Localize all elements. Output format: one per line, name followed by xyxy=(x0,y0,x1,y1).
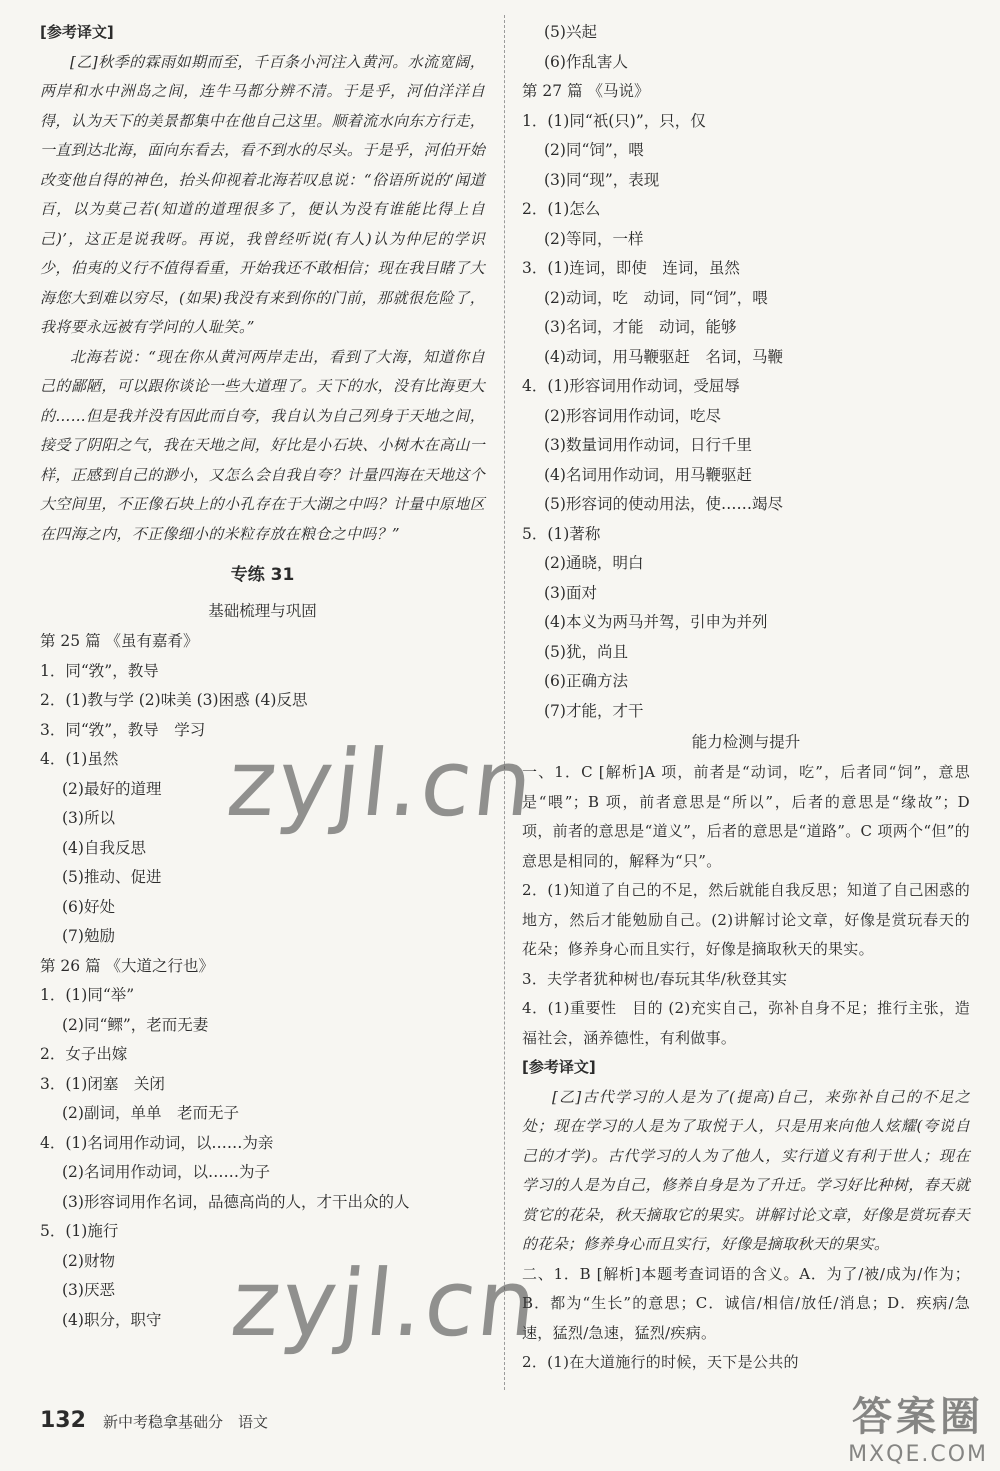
answer-line: (6)好处 xyxy=(62,897,115,916)
answer-line: 4．(1)名词用作动词，以……为亲 xyxy=(40,1133,274,1152)
answer-line: (4)本义为两马并驾，引申为并列 xyxy=(544,613,768,631)
answer-line: 2．(1)教与学 (2)味美 (3)困惑 (4)反思 xyxy=(40,691,308,709)
translation-paragraph-3: [乙]古代学习的人是为了(提高)自己，来弥补自己的不足之处；现在学习的人是为了取悦于人，只是用来向他人炫耀(夸说自己的才学)。古代学习的人为了他人，实行道义有利于世人；现在学习的人是为自己，修养自身是为了升迁。学习好比种树，春天就赏它的花朵，秋天摘取它的果实。讲解讨论文章，好像是赏玩春天的花朵；修养身心而且实行，好像是摘取秋天的果实。 xyxy=(522,1087,970,1253)
answer-block-5: 二、1．B [解析]本题考查词语的含义。A．为了/被/成为/作为；B．都为“生长”的意思；C．诚信/相信/放任/消息；D．疾病/急速，猛烈/急速，猛烈/疾病。 xyxy=(522,1264,970,1342)
answer-line: 1．(1)同“举” xyxy=(40,986,135,1004)
answer-line: (2)等同，一样 xyxy=(544,229,644,248)
translation-paragraph-2: 北海若说：“现在你从黄河两岸走出，看到了大海，知道你自己的鄙陋，可以跟你谈论一些大道理了。天下的水，没有比海更大的……但是我并没有因此而自夸，我自认为自己列身于天地之间，接受了阴阳之气，我在天地之间，好比是小石块、小树木在高山一样，正感到自己的渺小，又怎么会自我自夸？计量四海在天地这个大空间里，不正像石块上的小孔存在于大湖之中吗？计量中原地区在四海之内，不正像细小的米粒存放在粮仓之中吗？” xyxy=(40,347,485,543)
answer-line: (2)副词，单单 老而无子 xyxy=(62,1104,239,1122)
translation-paragraph-1: [乙]秋季的霖雨如期而至，千百条小河注入黄河。水流宽阔，两岸和水中洲岛之间，连牛马都分辨不清。于是乎，河伯洋洋自得，认为天下的美景都集中在他自己这里。顺着流水向东方行走，一直到达北海，面向东看去，看不到水的尽头。于是乎，河伯开始改变他自得的神色，抬头仰视着北海若叹息说：“俗语所说的‘闻道百，以为莫己若(知道的道理很多了，便认为没有谁能比得上自己)’，这正是说我呀。再说，我曾经听说(有人)认为仲尼的学识少，伯夷的义行不值得看重，开始我还不敢相信；现在我目睹了大海您大到难以穷尽，(如果)我没有来到你的门前，那就很危险了，我将要永远被有学问的人耻笑。” xyxy=(40,52,485,336)
answer-line: (4)名词用作动词，用马鞭驱赶 xyxy=(544,465,752,484)
answer-line: (5)形容词的使动用法，使……竭尽 xyxy=(544,495,783,513)
answer-line: 3．(1)连词，即使 连词，虽然 xyxy=(522,259,740,277)
reference-translation-tag: [参考译文] xyxy=(40,23,114,41)
answer-line: 1．(1)同“祇(只)”，只，仅 xyxy=(522,111,706,130)
answer-block-2: 2．(1)知道了自己的不足，然后就能自我反思；知道了自己困惑的地方，然后才能勉励自己。(2)讲解讨论文章，好像是赏玩春天的花朵；修养身心而且实行，好像是摘取秋天的果实。 xyxy=(522,881,970,958)
answer-line: 第 27 篇 《马说》 xyxy=(522,82,650,100)
answer-line: (5)犹，尚且 xyxy=(544,642,628,661)
answer-block-4: 4．(1)重要性 目的 (2)充实自己，弥补自身不足；推行主张，造福社会，涵养德性，有利做事。 xyxy=(522,999,970,1047)
answer-line: (3)名词，才能 动词，能够 xyxy=(544,318,737,336)
answer-line: (6)正确方法 xyxy=(544,672,628,690)
answer-line: (3)同“现”，表现 xyxy=(544,170,660,189)
answer-line: (6)作乱害人 xyxy=(544,52,628,71)
answer-line: 2．(1)怎么 xyxy=(522,200,601,218)
reference-translation-tag-2: [参考译文] xyxy=(522,1058,596,1076)
answer-line: (2)同“鳏”，老而无妻 xyxy=(62,1015,209,1034)
answer-line: 1．同“敩”，教导 xyxy=(40,661,159,680)
subsection-title-ability: 能力检测与提升 xyxy=(691,733,801,751)
right-column xyxy=(522,18,970,1378)
answer-block-3: 3．夫学者犹种树也/春玩其华/秋登其实 xyxy=(522,969,788,988)
watermark-stamp-url: MXQE.COM xyxy=(848,1442,988,1467)
answer-line: (3)面对 xyxy=(544,583,597,602)
answer-line: (2)同“饲”，喂 xyxy=(544,141,644,159)
watermark-site-1: zyjl.cn xyxy=(222,730,540,837)
answer-line: (2)财物 xyxy=(62,1251,115,1270)
page-number: 132 xyxy=(40,1408,86,1433)
answer-line: 5．(1)著称 xyxy=(522,524,601,543)
answer-line: (2)通晓，明白 xyxy=(544,554,644,572)
answer-line: 5．(1)施行 xyxy=(40,1222,119,1240)
answer-list-left xyxy=(40,627,485,1335)
answer-line: (3)形容词用作名词，品德高尚的人，才干出众的人 xyxy=(62,1192,410,1211)
section-title: 专练 31 xyxy=(230,565,295,585)
answer-line: (4)职分，职守 xyxy=(62,1310,162,1329)
column-divider xyxy=(504,15,505,1390)
answer-block-1: 一、1．C [解析]A 项，前者是“动词，吃”，后者同“饲”，意思是“喂”；B 项，前者意思是“所以”，后者的意思是“缘故”；D 项，前者的意思是“道义”，后者的意思是“道路”。C 项两个“但”的意思是相同的，解释为“只”。 xyxy=(522,763,970,870)
answer-line: (4)动词，用马鞭驱赶 名词，马鞭 xyxy=(544,347,783,366)
watermark-stamp-text: 答案圈 xyxy=(852,1394,985,1440)
watermark-stamp xyxy=(848,1385,988,1467)
answer-line: (4)自我反思 xyxy=(62,838,146,857)
answer-line: (2)最好的道理 xyxy=(62,779,162,798)
answer-line: (3)所以 xyxy=(62,809,115,827)
answer-line: (3)厌恶 xyxy=(62,1281,115,1299)
answer-line: 第 26 篇 《大道之行也》 xyxy=(40,956,215,975)
answer-block-6: 2．(1)在大道施行的时候，天下是公共的 xyxy=(522,1353,799,1371)
answer-list-right xyxy=(522,18,970,726)
answer-line: (5)兴起 xyxy=(544,23,597,41)
answer-line: 4．(1)形容词用作动词，受屈辱 xyxy=(522,377,740,395)
answer-line: 3．同“敩”，教导 学习 xyxy=(40,720,206,739)
page-footer xyxy=(40,1408,268,1433)
subsection-title: 基础梳理与巩固 xyxy=(208,602,317,620)
answer-line: (7)才能，才干 xyxy=(544,701,644,720)
answer-line: (3)数量词用作动词，日行千里 xyxy=(544,436,752,454)
watermark-site-2: zyjl.cn xyxy=(226,1250,544,1357)
answer-line: 4．(1)虽然 xyxy=(40,750,119,768)
answer-line: (5)推动、促进 xyxy=(62,868,162,886)
answer-line: 3．(1)闭塞 关闭 xyxy=(40,1074,165,1093)
answer-line: 2．女子出嫁 xyxy=(40,1045,128,1063)
answer-line: (2)形容词用作动词，吃尽 xyxy=(544,406,721,425)
book-title: 新中考稳拿基础分 语文 xyxy=(103,1413,269,1431)
left-column xyxy=(40,18,485,1335)
answer-line: (2)动词，吃 动词，同“饲”，喂 xyxy=(544,288,768,307)
answer-line: 第 25 篇 《虽有嘉肴》 xyxy=(40,632,199,650)
answer-line: (7)勉励 xyxy=(62,927,115,945)
answer-line: (2)名词用作动词，以……为子 xyxy=(62,1163,270,1181)
